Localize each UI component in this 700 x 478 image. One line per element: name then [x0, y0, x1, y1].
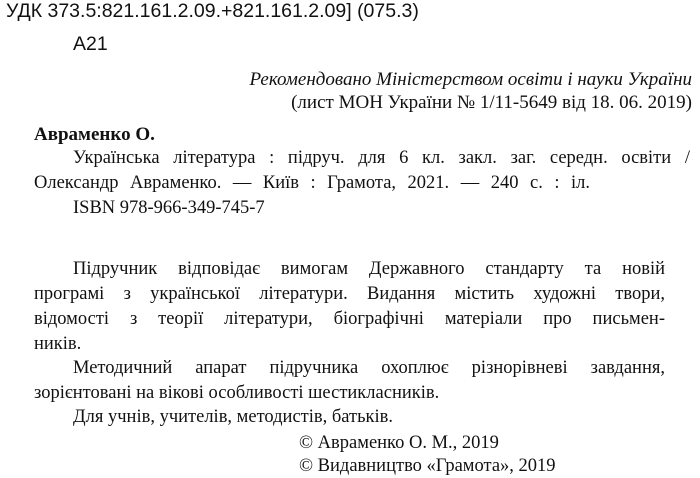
annotation-line: Методичний апарат підручника охоплює різнорівневі завдання,	[73, 358, 665, 378]
approval-line: Рекомендовано Міністерством освіти і науки України	[249, 69, 692, 90]
author-mark: А21	[73, 33, 108, 55]
annotation-line: програмі з української літератури. Видання містить художні твори,	[34, 284, 665, 304]
annotation-line: зорієнтовані на вікові особливості шестикласників.	[34, 383, 440, 403]
catalog-description-line: Олександр Авраменко. — Київ : Грамота, 2021. — 240 с. : іл.	[34, 173, 590, 193]
approval-letter-line: (лист МОН України № 1/11-5649 від 18. 06. 2019)	[291, 92, 692, 113]
annotation-line: Для учнів, учителів, методистів, батьків.	[73, 407, 394, 427]
udc-code: УДК 373.5:821.161.2.09.+821.161.2.09] (075.3)	[6, 0, 419, 22]
catalog-isbn: ISBN 978-966-349-745-7	[73, 198, 265, 218]
annotation-line: ників.	[34, 334, 82, 354]
annotation-line: Підручник відповідає вимогам Державного стандарту та новій	[73, 259, 665, 279]
copyright-line: © Авраменко О. М., 2019	[299, 433, 499, 453]
annotation-line: відомості з теорії літератури, біографічні матеріали про письмен-	[34, 309, 665, 329]
copyright-line: © Видавництво «Грамота», 2019	[299, 456, 556, 476]
catalog-description-line: Українська література : підруч. для 6 кл. закл. заг. середн. освіти /	[73, 148, 690, 168]
catalog-author: Авраменко О.	[34, 124, 155, 145]
